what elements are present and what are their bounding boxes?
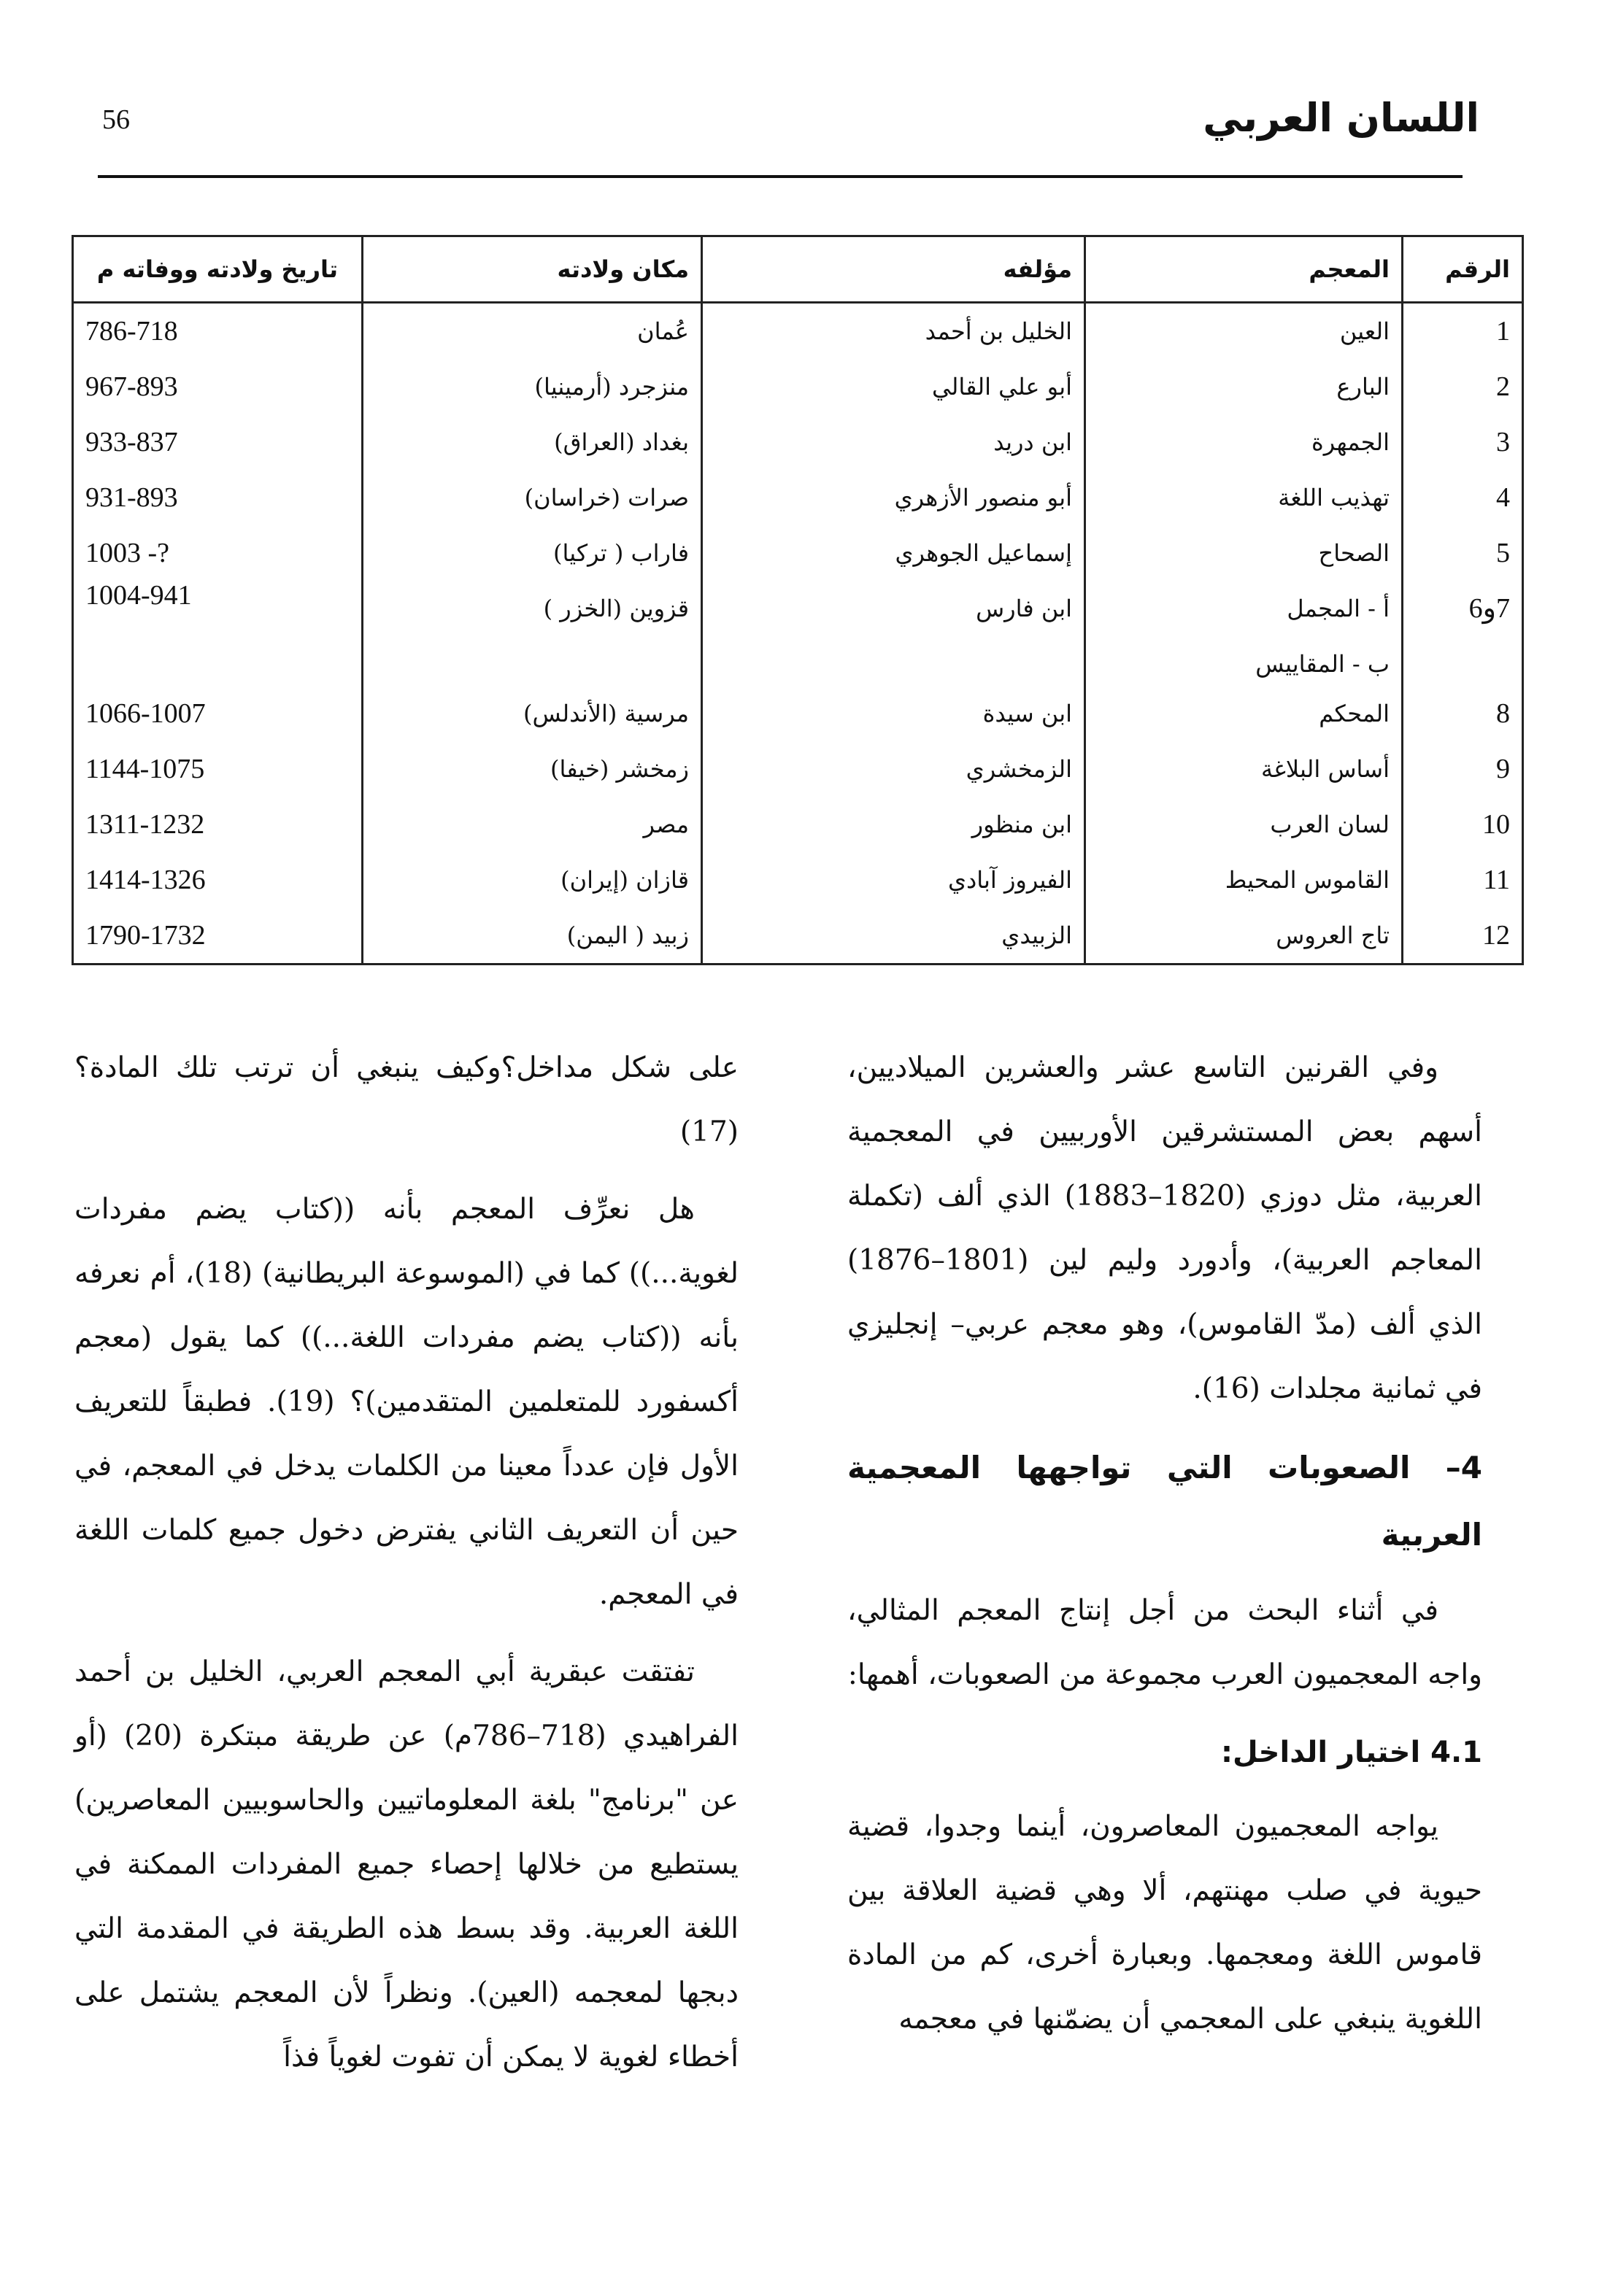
cell-author: ابن منظور [702,797,1085,852]
table-row [73,741,1523,797]
header-birthplace: مكان ولادته [363,236,702,303]
section-heading: 4– الصعوبات التي تواجهها المعجمية العربية [847,1450,1482,1553]
cell-dictionary: تهذيب اللغة [1085,470,1403,525]
cell-author: ابن دريد [702,414,1085,470]
cell-dictionary: لسان العرب [1085,797,1403,852]
header-num: الرقم [1403,236,1523,303]
page-number: 56 [102,104,130,135]
cell-dictionary: العين [1085,303,1403,360]
subsection-heading: 4.1 اختيار الداخل: [1220,1736,1482,1769]
table-row [73,359,1523,414]
paragraph: في أثناء البحث من أجل إنتاج المعجم المثالي، واجه المعجميون العرب مجموعة من الصعوبات، أهمها: [847,1594,1482,1691]
table-row [73,414,1523,470]
cell-author: الزمخشري [702,741,1085,797]
cell-num: 10 [1403,797,1523,852]
cell-dates: 1066-1007 [73,686,363,741]
cell-dates: 786-718 [73,303,363,360]
cell-dates: 1003 -? [73,525,363,581]
cell-birthplace: مرسية (الأندلس) [363,686,702,741]
cell-num: 9 [1403,741,1523,797]
table-row [73,470,1523,525]
cell-dictionary [1085,581,1403,686]
cell-birthplace: زمخشر (خيفا) [363,741,702,797]
cell-birthplace: مصر [363,797,702,852]
cell-dictionary: المحكم [1085,686,1403,741]
table-row [73,581,1523,686]
table-row [73,525,1523,581]
cell-dictionary: تاج العروس [1085,908,1403,965]
cell-dictionary: الجمهرة [1085,414,1403,470]
cell-num: 7و6 [1403,581,1523,686]
cell-dates: 931-893 [73,470,363,525]
cell-dates: 1004-941 [73,581,363,686]
cell-birthplace: عُمان [363,303,702,360]
dictionaries-table [72,235,1524,965]
cell-author: الفيروز آبادي [702,852,1085,908]
dictionary-part-b: ب - المقاييس [1255,650,1390,678]
cell-num: 12 [1403,908,1523,965]
table-row [73,797,1523,852]
cell-dictionary: أساس البلاغة [1085,741,1403,797]
right-column [847,1036,1482,2065]
table-row [73,908,1523,965]
left-column [74,1036,739,2103]
header-rule [98,175,1463,178]
cell-dates: 1144-1075 [73,741,363,797]
cell-author: ابن فارس [702,581,1085,686]
table-row [73,686,1523,741]
table-row [73,303,1523,360]
journal-logo: اللسان العربي [1203,95,1479,141]
cell-birthplace: زبيد ( اليمن) [363,908,702,965]
cell-num: 1 [1403,303,1523,360]
cell-num: 11 [1403,852,1523,908]
cell-dates: 933-837 [73,414,363,470]
paragraph: وفي القرنين التاسع عشر والعشرين الميلاديين، أسهم بعض المستشرقين الأوربيين في المعجمية العربية، مثل دوزي (1820–1883) الذي ألف (تكملة المعاجم العربية)، وأدورد وليم لين (1801–1876) الذي ألف (مدّ القاموس)، وهو معجم عربي– إنجليزي في ثمانية مجلدات (16). [847,1051,1482,1405]
cell-birthplace: فاراب ( تركيا) [363,525,702,581]
cell-author: الخليل بن أحمد [702,303,1085,360]
cell-dates: 1414-1326 [73,852,363,908]
cell-birthplace: قازان (إيران) [363,852,702,908]
cell-birthplace: منزجرد (أرمينيا) [363,359,702,414]
cell-num: 4 [1403,470,1523,525]
paragraph: على شكل مداخل؟وكيف ينبغي أن ترتب تلك المادة؟ (17) [74,1051,739,1148]
cell-dictionary: القاموس المحيط [1085,852,1403,908]
table-header-row [73,236,1523,303]
cell-num: 5 [1403,525,1523,581]
cell-birthplace: قزوين (الخزر ) [363,581,702,686]
cell-dictionary: الصحاح [1085,525,1403,581]
cell-dates: 1311-1232 [73,797,363,852]
cell-dictionary: البارع [1085,359,1403,414]
cell-birthplace: بغداد (العراق) [363,414,702,470]
dictionary-part-a: أ - المجمل [1287,595,1390,622]
cell-num: 2 [1403,359,1523,414]
header-dictionary: المعجم [1085,236,1403,303]
header-author: مؤلفه [702,236,1085,303]
cell-dates: 1790-1732 [73,908,363,965]
cell-author: إسماعيل الجوهري [702,525,1085,581]
table-row [73,852,1523,908]
cell-num: 3 [1403,414,1523,470]
cell-birthplace: صرات (خراسان) [363,470,702,525]
cell-author: ابن سيدة [702,686,1085,741]
paragraph: هل نعرِّف المعجم بأنه ((كتاب يضم مفردات لغوية...)) كما في (الموسوعة البريطانية) (18)، أم نعرفه بأنه ((كتاب يضم مفردات اللغة...)) كما يقول (معجم أكسفورد للمتعلمين المتقدمين)؟ (19). فطبقاً للتعريف الأول فإن عدداً معينا من الكلمات يدخل في المعجم، في حين أن التعريف الثاني يفترض دخول جميع كلمات اللغة في المعجم. [74,1193,739,1611]
cell-dates: 967-893 [73,359,363,414]
cell-author: الزبيدي [702,908,1085,965]
cell-author: أبو علي القالي [702,359,1085,414]
cell-author: أبو منصور الأزهري [702,470,1085,525]
paragraph: يواجه المعجميون المعاصرون، أينما وجدوا، قضية حيوية في صلب مهنتهم، ألا وهي قضية العلاقة بين قاموس اللغة ومعجمها. وبعبارة أخرى، كم من المادة اللغوية ينبغي على المعجمي أن يضمّنها في معجمه [847,1810,1482,2036]
header-dates: تاريخ ولادته ووفاته م [73,236,363,303]
cell-num: 8 [1403,686,1523,741]
paragraph: تفتقت عبقرية أبي المعجم العربي، الخليل بن أحمد الفراهيدي (718–786م) عن طريقة مبتكرة (20) (أو عن "برنامج" بلغة المعلوماتيين والحاسوبيين المعاصرين) يستطيع من خلالها إحصاء جميع المفردات الممكنة في اللغة العربية. وقد بسط هذه الطريقة في المقدمة التي دبجها لمعجمه (العين). ونظراً لأن المعجم يشتمل على أخطاء لغوية لا يمكن أن تفوت لغوياً فذاً [74,1655,739,2073]
